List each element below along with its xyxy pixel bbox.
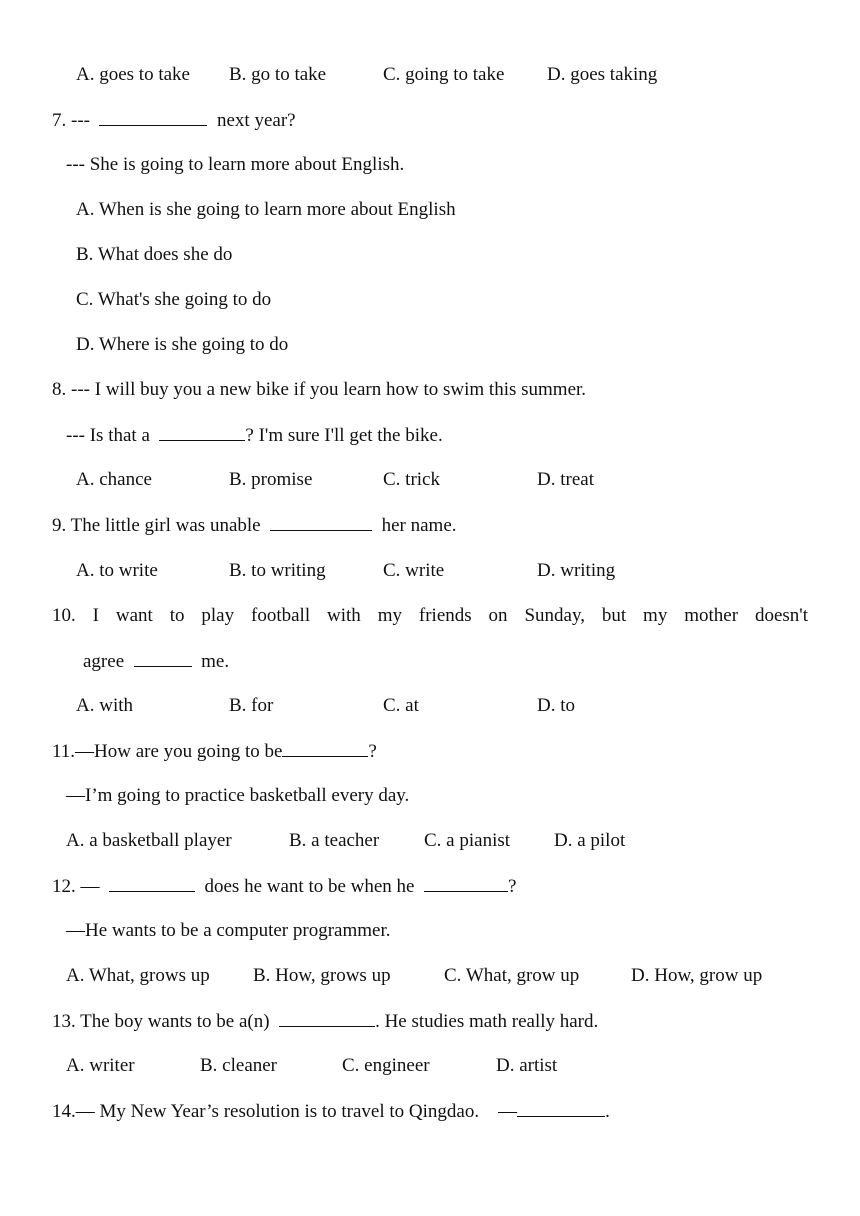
- q12-blank-1: [109, 874, 195, 892]
- q8-option-c: C. trick: [383, 469, 440, 490]
- q6-option-c: C. going to take: [383, 64, 505, 85]
- q8-blank: [159, 423, 245, 441]
- q7-prefix: 7. ---: [52, 110, 90, 131]
- q8-line2-prefix: --- Is that a: [66, 425, 150, 446]
- q7-option-b: B. What does she do: [76, 244, 233, 265]
- q8-option-b: B. promise: [229, 469, 313, 490]
- q7-stem: [52, 108, 296, 132]
- q13-prefix: 13. The boy wants to be a(n): [52, 1011, 270, 1032]
- q13-option-b: B. cleaner: [200, 1055, 278, 1076]
- q9-option-d: D. writing: [537, 560, 616, 581]
- q11-option-b: B. a teacher: [289, 830, 380, 851]
- q7-option-c: C. What's she going to do: [76, 289, 272, 310]
- q10-line2-suffix: me.: [201, 651, 230, 672]
- q6-option-a: A. goes to take: [76, 64, 190, 85]
- q11-option-c: C. a pianist: [424, 830, 511, 851]
- q7-option-a: A. When is she going to learn more about English: [76, 199, 456, 220]
- q11-stem: [52, 739, 377, 763]
- q13-blank: [279, 1009, 375, 1027]
- q12-suffix: ?: [508, 876, 517, 897]
- q11-blank: [282, 739, 368, 757]
- q11-suffix: ?: [368, 741, 377, 762]
- q10-stem-continued: [83, 649, 229, 673]
- q8-stem: 8. --- I will buy you a new bike if you learn how to swim this summer.: [52, 379, 587, 400]
- q8-option-a: A. chance: [76, 469, 152, 490]
- q13-suffix: . He studies math really hard.: [375, 1011, 599, 1032]
- q9-option-a: A. to write: [76, 560, 158, 581]
- q11-prefix: 11.—How are you going to be: [52, 741, 283, 762]
- q11-answer-line: —I’m going to practice basketball every day.: [66, 785, 410, 806]
- q6-option-b: B. go to take: [229, 64, 327, 85]
- q12-answer-line: —He wants to be a computer programmer.: [66, 920, 391, 941]
- q10-option-b: B. for: [229, 695, 274, 716]
- q12-prefix: 12. —: [52, 876, 100, 897]
- q11-option-a: A. a basketball player: [66, 830, 232, 851]
- q14-reply-prefix: —: [498, 1101, 518, 1122]
- q14-blank: [517, 1099, 605, 1117]
- q9-option-c: C. write: [383, 560, 445, 581]
- q9-suffix: her name.: [381, 515, 457, 536]
- q10-blank: [134, 649, 192, 667]
- q6-option-d: D. goes taking: [547, 64, 658, 85]
- q13-option-c: C. engineer: [342, 1055, 430, 1076]
- q9-option-b: B. to writing: [229, 560, 326, 581]
- q9-blank: [270, 513, 372, 531]
- q10-option-d: D. to: [537, 695, 575, 716]
- q14-prefix: 14.— My New Year’s resolution is to travel to Qingdao.: [52, 1101, 480, 1122]
- q8-answer-line: [66, 423, 443, 447]
- q12-option-d: D. How, grow up: [631, 965, 763, 986]
- q13-option-a: A. writer: [66, 1055, 135, 1076]
- q12-blank-2: [424, 874, 508, 892]
- q10-stem: 10. I want to play football with my friends on Sunday, but my mother doesn't: [52, 605, 808, 626]
- q7-option-d: D. Where is she going to do: [76, 334, 289, 355]
- q12-option-c: C. What, grow up: [444, 965, 580, 986]
- q12-middle: does he want to be when he: [204, 876, 415, 897]
- q9-stem: [52, 513, 457, 537]
- q10-line2-prefix: agree: [83, 651, 125, 672]
- q7-answer-line: --- She is going to learn more about English.: [66, 154, 405, 175]
- q12-option-b: B. How, grows up: [253, 965, 391, 986]
- q8-option-d: D. treat: [537, 469, 594, 490]
- q7-suffix: next year?: [216, 110, 296, 131]
- q7-blank: [99, 108, 207, 126]
- q13-stem: [52, 1009, 598, 1033]
- q10-option-c: C. at: [383, 695, 419, 716]
- q8-line2-suffix: ? I'm sure I'll get the bike.: [245, 425, 443, 446]
- q14-stem: [52, 1099, 610, 1123]
- q14-suffix: .: [605, 1101, 610, 1122]
- q13-option-d: D. artist: [496, 1055, 558, 1076]
- q10-option-a: A. with: [76, 695, 133, 716]
- q12-stem: [52, 874, 516, 898]
- q9-prefix: 9. The little girl was unable: [52, 515, 261, 536]
- q11-option-d: D. a pilot: [554, 830, 626, 851]
- q12-option-a: A. What, grows up: [66, 965, 210, 986]
